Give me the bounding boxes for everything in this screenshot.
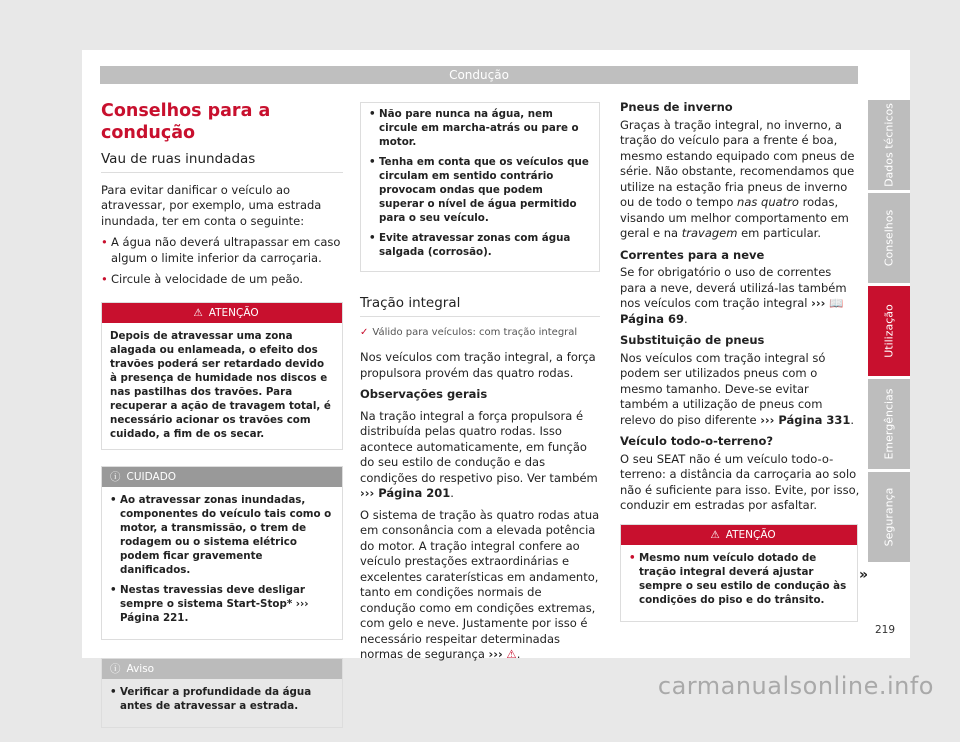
warning-text: Depois de atravessar uma zona alagada ou enlameada, o efeito dos travões poderá ser retardado devido à presença de humidade nos discos e nas pastilhas dos travões. Para recuperar a ação de travagem total, é necessário acionar os travões com cuidado, a fim de os secar. [110,329,331,440]
watermark: carmanualsonline.info [657,672,934,700]
section-subtitle: Vau de ruas inundadas [101,152,343,173]
validity-note: ✓ Válido para veículos: com tração integral [360,326,578,338]
list-item: • Circule à velocidade de um peão. [101,272,304,286]
column-2 [360,102,600,669]
continued-warning-box [360,102,600,272]
page-ref-link[interactable]: ››› [488,647,503,661]
note-icon: ⓘ [110,662,121,675]
warning-triangle-icon: ⚠ [710,528,720,541]
intro-text: Para evitar danificar o veículo ao atravessar, por exemplo, uma estrada inundada, ter em conta o seguinte: [101,182,322,228]
tab-utilizacao[interactable]: Utilização [868,286,910,376]
tab-dados-tecnicos[interactable]: Dados técnicos [868,100,910,190]
page-ref-link[interactable]: Página 69 [620,311,685,326]
continued-arrow-icon: » [859,567,869,583]
paragraph: Se for obrigatório o uso de correntes para a neve, deverá utilizá-las também nos veículos com tração integral ››› 📖 Página 69. [620,265,847,326]
list-item: • Evite atravessar zonas com água salgada (corrosão). [369,232,571,258]
page-number: 219 [875,624,896,636]
bullet-icon: • [101,235,108,249]
tab-conselhos[interactable]: Conselhos [868,193,910,283]
paragraph: O seu SEAT não é um veículo todo-o-terreno: a distância da carroçaria ao solo não é suficiente para isso. Evite, por isso, conduzir em estradas por asfaltar. [620,451,860,512]
warning-header: ⚠ ATENÇÃO [102,303,342,323]
tab-emergencias[interactable]: Emergências [868,379,910,469]
warning-header: ⚠ ATENÇÃO [621,525,857,545]
list-item: • Ao atravessar zonas inundadas, componentes do veículo tais como o motor, a transmissão, o trem de rodagem ou o sistema elétrico podem ficar gravemente danificados. [110,493,332,576]
chapter-tabs [868,100,910,565]
page-title: Conselhos para a condução [101,101,271,143]
column-3 [620,100,860,636]
paragraph: Graças à tração integral, no inverno, a tração do veículo para a frente é boa, mesmo estando equipado com pneus de série. Não obstante, recomendamos que utilize na estação fria pneus de inverno ou de todo o tempo nas quatro rodas, visando um melhor comportamento em geral e na travagem em particular. [620,117,855,240]
paragraph: Nos veículos com tração integral só podem ser utilizados pneus com o mesmo tamanho. Deve-se evitar também a utilização de pneus com relevo do piso diferente ››› Página 331. [620,350,855,427]
subheading: Substituição de pneus [620,333,765,347]
check-icon: ✓ [360,326,369,338]
caution-box [101,466,343,640]
list-item: • Não pare nunca na água, nem circule em marcha-atrás ou pare o motor. [369,108,579,148]
paragraph: Na tração integral a força propulsora é distribuída pelas quatro rodas. Isso acontece automaticamente, em função do seu estilo de condução e das condições do respetivo piso. Ver também ››› Página 201. [360,408,598,500]
list-item: • Tenha em conta que os veículos que circulam em sentido contrário provocam ondas que podem superar o nível de água permitido para o seu veículo. [369,156,589,224]
warning-box [620,524,858,622]
note-box [101,658,343,728]
paragraph: O sistema de tração às quatro rodas atua em consonância com a elevada potência do motor. A tração integral confere ao veículo prestações extraordinárias e excelentes caraterísticas em andamento, tanto em condições normais de condução como em condições extremas, com gelo e neve. Justamente por isso é necessário respeitar determinadas normas de segurança ››› ⚠. [360,507,600,661]
list-item: • A água não deverá ultrapassar em caso algum o limite inferior da carroçaria. [101,235,341,265]
subheading: Observações gerais [360,387,488,401]
info-circle-icon: ⓘ [110,470,121,483]
caution-header: ⓘ CUIDADO [102,467,342,487]
section-title: Tração integral [360,296,600,317]
book-icon: 📖 [828,296,844,310]
list-item: • Verificar a profundidade da água antes de atravessar a estrada. [110,685,312,712]
bullet-icon: • [101,272,108,286]
list-item: • Mesmo num veículo dotado de tração integral deverá ajustar sempre o seu estilo de condução às condições do piso e do trânsito. [629,551,847,606]
warning-box [101,302,343,450]
tab-seguranca[interactable]: Segurança [868,472,910,562]
page-ref-link[interactable]: ››› Página 201 [360,486,451,500]
column-1 [101,100,343,742]
page-ref-link[interactable]: ››› Página 331 [760,412,851,427]
page-ref-link[interactable]: ››› Página 221 [120,597,309,624]
list-item: • Nestas travessias deve desligar sempre o sistema Start-Stop* ››› Página 221. [110,583,309,624]
subheading: Pneus de inverno [620,100,733,114]
subheading: Correntes para a neve [620,247,765,262]
subheading: Veículo todo-o-terreno? [620,434,774,448]
warning-triangle-icon: ⚠ [193,306,203,319]
warning-triangle-icon: ⚠ [506,647,517,661]
paragraph: Nos veículos com tração integral, a força propulsora provém das quatro rodas. [360,350,596,380]
chapter-header: Condução [100,66,858,84]
note-header: ⓘ Aviso [102,659,342,679]
